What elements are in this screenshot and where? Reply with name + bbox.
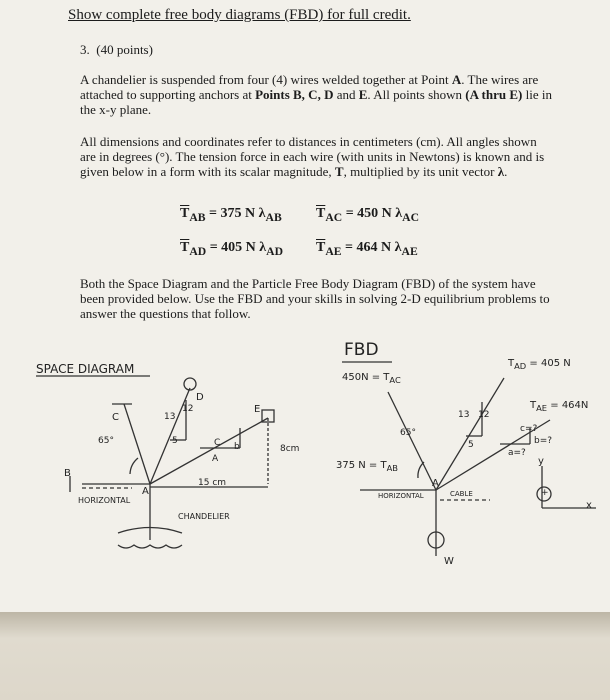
chandelier-bulbs	[118, 545, 182, 548]
angle-arc	[130, 458, 138, 474]
fbd-label-cable: CABLE	[450, 490, 473, 498]
fbd-label-angle: 65°	[400, 428, 416, 438]
fbd-label-b: b=?	[534, 436, 553, 446]
page-heading: Show complete free body diagrams (FBD) for full credit.	[68, 7, 411, 23]
space-diagram-title: SPACE DIAGRAM	[36, 362, 135, 376]
question-number: 3. (40 points)	[80, 42, 153, 57]
label-12: 12	[182, 404, 194, 414]
fbd-label-12: 12	[478, 410, 490, 420]
fbd-label-13: 13	[458, 410, 470, 420]
fbd-label-tab: 375 $N = T_{AB}$	[336, 460, 399, 473]
label-5: 5	[172, 436, 178, 446]
problem-paragraph-3: Both the Space Diagram and the Particle Free Body Diagram (FBD) of the system have been provided below. Use the FBD and your skills in solving 2-D equilibrium problems to answer the questions that follow.	[80, 276, 550, 321]
label-b-small: b	[234, 442, 240, 452]
fbd-label-y: y	[538, 456, 544, 467]
fbd-label-horizontal: HORIZONTAL	[378, 492, 424, 500]
label-a: A	[142, 486, 149, 497]
equation-tad: $\overline{T}_{AD} = 405$ N $\lambda_{AD}$	[180, 240, 284, 258]
equation-tac: $\overline{T}_{AC} = 450$ N $\lambda_{AC}$	[316, 206, 420, 224]
fbd-label-c: c=?	[520, 424, 538, 434]
label-13: 13	[164, 412, 176, 422]
label-e: E	[254, 404, 261, 415]
fbd-label-w: W	[444, 556, 454, 567]
fbd-label-plus: +	[541, 488, 549, 498]
desk-shadow	[0, 612, 610, 700]
equation-tae: $\overline{T}_{AE} = 464$ N $\lambda_{AE}$	[316, 240, 418, 258]
wire-ae	[150, 418, 268, 484]
equation-tab: $\overline{T}_{AB} = 375$ N $\lambda_{AB}$	[180, 206, 282, 224]
fbd-title: FBD	[344, 340, 379, 360]
fbd-label-x: x	[586, 500, 592, 511]
label-8cm: 8cm	[280, 444, 300, 454]
label-a-small: A	[212, 454, 219, 464]
label-c-small: C	[214, 438, 221, 448]
fbd-label-tac: $450N = T_{AC}$	[342, 372, 401, 385]
label-angle: 65°	[98, 436, 114, 446]
label-15cm: 15 cm	[198, 478, 227, 488]
wire-ac	[124, 404, 150, 484]
problem-paragraph-1: A chandelier is suspended from four (4) wires welded together at Point A. The wires are attached to supporting anchors at Points B, C, D and E. All points shown (A thru E) lie in the x-y plane.	[80, 72, 552, 117]
fbd-label-5: 5	[468, 440, 474, 450]
problem-paragraph-2: All dimensions and coordinates refer to distances in centimeters (cm). All angles shown are in degrees (°). The tension force in each wire (with units in Newtons) is known and is given below in a form with its scalar magnitude, T, multiplied by its unit vector λ.	[80, 134, 545, 179]
wire-ad	[150, 388, 190, 484]
label-chandelier: CHANDELIER	[178, 512, 230, 521]
fbd-label-a: a=?	[508, 448, 526, 458]
fbd-label-point-a: A	[432, 478, 439, 489]
fbd-force-ad	[436, 378, 504, 490]
label-horizontal: HORIZONTAL	[78, 496, 131, 505]
fbd-force-ac	[388, 392, 436, 490]
fbd-label-tad: $T_{AD} = 405$ N	[508, 358, 571, 371]
label-d: D	[196, 392, 204, 403]
fbd-label-tae: $T_{AE} = 464N$	[530, 400, 589, 413]
label-b: B	[64, 468, 71, 479]
label-c: C	[112, 412, 119, 423]
